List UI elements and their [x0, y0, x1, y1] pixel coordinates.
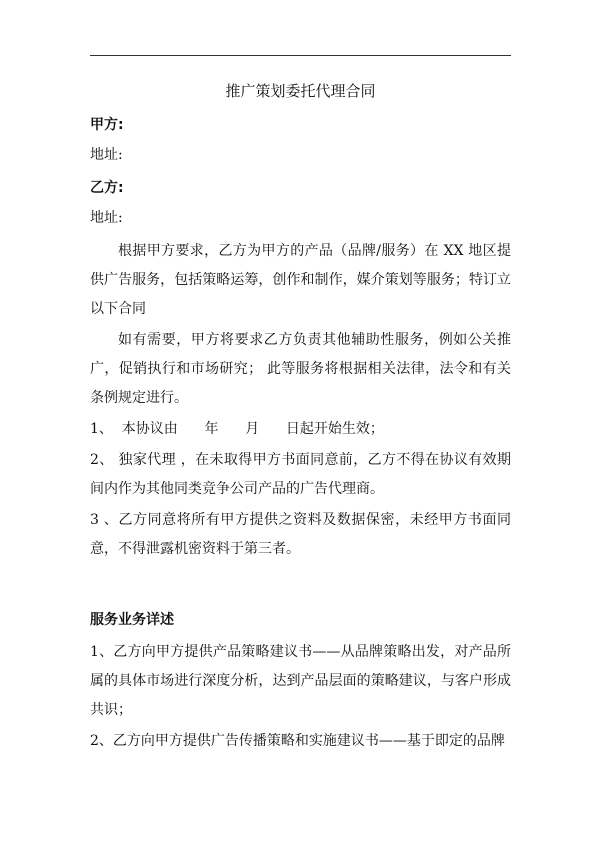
- party-b-label: 乙方:: [90, 180, 124, 196]
- document-title: 推广策划委托代理合同: [225, 82, 376, 100]
- clause-1: 1、 本协议由 年 月 日起开始生效；: [90, 421, 384, 437]
- clause-2: 2、 独家代理 ，在未取得甲方书面同意前，乙方不得在协议有效期间内作为其他同类竞争公司产品的广告代理商。: [90, 452, 511, 497]
- service-2: 2、乙方向甲方提供广告传播策略和实施建议书——基于即定的品牌: [90, 733, 505, 749]
- party-a-address: 地址:: [90, 147, 123, 163]
- contract-page: [90, 78, 511, 758]
- auxiliary-paragraph: 如有需要，甲方将要求乙方负责其他辅助性服务，例如公关推广，促销执行和市场研究； 此等服务将根据相关法律，法令和有关条例规定进行。: [90, 332, 511, 406]
- header-rule: [90, 55, 511, 56]
- party-a-label: 甲方:: [90, 117, 124, 133]
- service-1: 1、乙方向甲方提供产品策略建议书——从品牌策略出发，对产品所属的具体市场进行深度分析，达到产品层面的策略建议，与客户形成共识；: [90, 644, 511, 718]
- party-b-address: 地址:: [90, 210, 123, 226]
- clause-3: 3 、乙方同意将所有甲方提供之资料及数据保密，未经甲方书面同意，不得泄露机密资料于第三者。: [90, 512, 511, 557]
- services-heading: 服务业务详述: [90, 612, 174, 628]
- intro-paragraph: 根据甲方要求，乙方为甲方的产品（品牌/服务）在 XX 地区提供广告服务，包括策略运筹，创作和制作，媒介策划等服务；特订立以下合同: [90, 243, 511, 317]
